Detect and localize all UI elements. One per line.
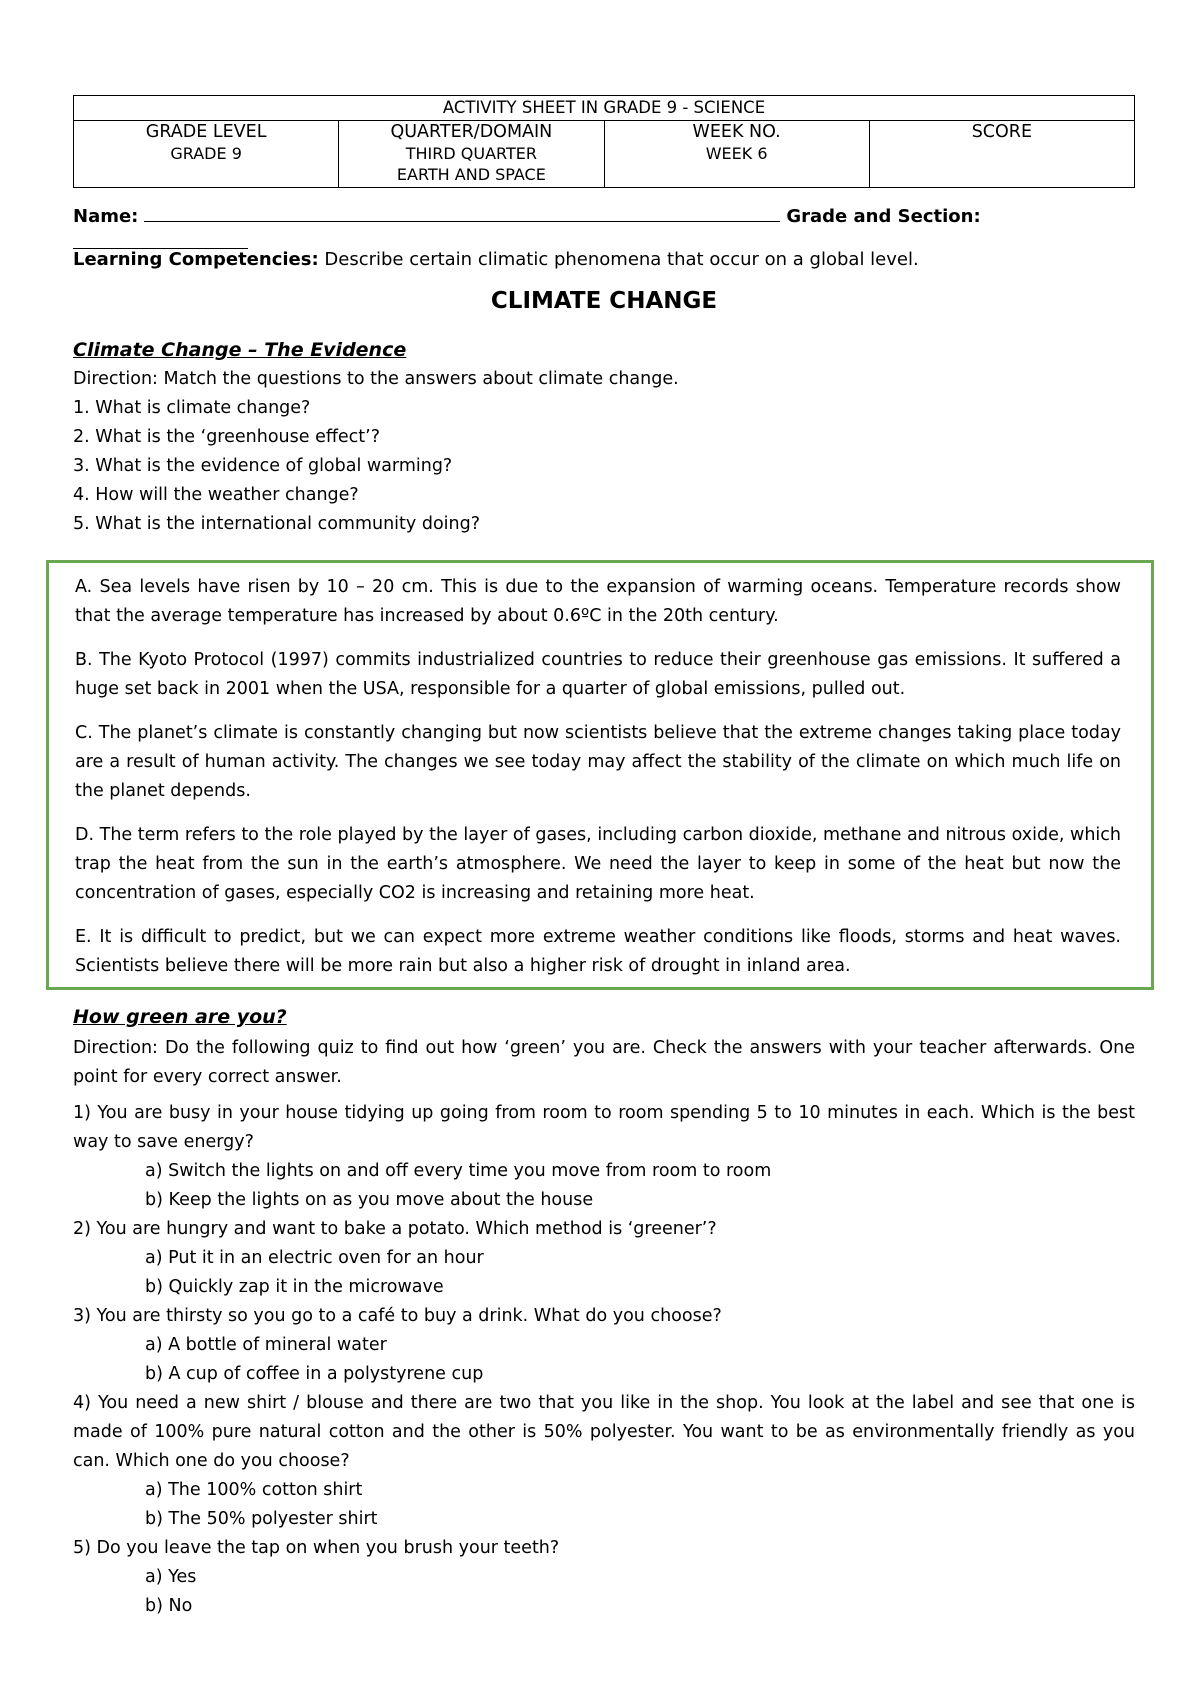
grade-level-value: GRADE 9	[170, 144, 242, 163]
competencies-label: Learning Competencies:	[73, 249, 319, 270]
answer-item: E. It is difficult to predict, but we can expect more extreme weather conditions like floods, storms and heat waves. Scientists believe there will be more rain but also a higher risk of drought in inland area.	[75, 927, 1121, 976]
evidence-section-title: Climate Change – The Evidence	[73, 339, 407, 361]
name-row	[73, 205, 1135, 227]
quiz-option[interactable]: a) Yes	[145, 1567, 197, 1587]
quiz-question: 3) You are thirsty so you go to a café to buy a drink. What do you choose?	[73, 1306, 722, 1326]
quiz-option[interactable]: a) Put it in an electric oven for an hour	[145, 1248, 484, 1268]
quiz-question: 4) You need a new shirt / blouse and there are two that you like in the shop. You look at the label and see that one is made of 100% pure natural cotton and the other is 50% polyester. You want to be as environmentally friendly as you can. Which one do you choose?	[73, 1393, 1135, 1471]
quiz-direction: Direction: Do the following quiz to find out how ‘green’ you are. Check the answers with your teacher afterwards. One point for every correct answer.	[73, 1038, 1135, 1087]
evidence-questions	[73, 365, 679, 539]
quiz-option[interactable]: b) No	[145, 1596, 193, 1616]
question-item: 3. What is the evidence of global warming?	[73, 456, 453, 476]
competencies-text: Describe certain climatic phenomena that occur on a global level.	[318, 249, 919, 270]
answer-item: B. The Kyoto Protocol (1997) commits industrialized countries to reduce their greenhouse gas emissions. It suffered a huge set back in 2001 when the USA, responsible for a quarter of global emissions, pulled out.	[75, 650, 1121, 699]
answers-box	[46, 560, 1154, 990]
page-title: CLIMATE CHANGE	[490, 288, 718, 314]
quiz-option[interactable]: a) Switch the lights on and off every time you move from room to room	[145, 1161, 772, 1181]
quiz-option[interactable]: b) A cup of coffee in a polystyrene cup	[145, 1364, 484, 1384]
grade-section-label: Grade and Section:	[786, 206, 981, 227]
quiz-question: 1) You are busy in your house tidying up going from room to room spending 5 to 10 minutes in each. Which is the best way to save energy?	[73, 1103, 1135, 1152]
domain-value: EARTH AND SPACE	[396, 165, 546, 184]
question-item: 1. What is climate change?	[73, 398, 311, 418]
quiz-question: 2) You are hungry and want to bake a potato. Which method is ‘greener’?	[73, 1219, 717, 1239]
answer-item: D. The term refers to the role played by the layer of gases, including carbon dioxide, methane and nitrous oxide, which trap the heat from the sun in the earth’s atmosphere. We need the layer to keep in some of the heat but now the concentration of gases, especially CO2 is increasing and retaining more heat.	[75, 825, 1121, 903]
quiz-option[interactable]: a) The 100% cotton shirt	[145, 1480, 363, 1500]
evidence-direction: Direction: Match the questions to the answers about climate change.	[73, 369, 679, 389]
quiz-section-title: How green are you?	[73, 1006, 287, 1028]
name-field[interactable]	[144, 205, 780, 222]
quarter-value: THIRD QUARTER	[405, 144, 537, 163]
learning-competencies	[73, 249, 919, 270]
question-item: 2. What is the ‘greenhouse effect’?	[73, 427, 380, 447]
quiz-option[interactable]: b) The 50% polyester shirt	[145, 1509, 378, 1529]
quiz-question: 5) Do you leave the tap on when you brush your teeth?	[73, 1538, 560, 1558]
score-label: SCORE	[971, 122, 1033, 142]
quiz	[73, 1034, 1135, 1621]
answer-item: C. The planet’s climate is constantly changing but now scientists believe that the extreme changes taking place today are a result of human activity. The changes we see today may affect the stability of the climate on which much life on the planet depends.	[75, 723, 1121, 801]
answer-item: A. Sea levels have risen by 10 – 20 cm. This is due to the expansion of warming oceans. Temperature records show that the average temperature has increased by about 0.6ºC in the 20th century.	[75, 577, 1121, 626]
question-item: 4. How will the weather change?	[73, 485, 359, 505]
quiz-option[interactable]: a) A bottle of mineral water	[145, 1335, 387, 1355]
quiz-option[interactable]: b) Keep the lights on as you move about the house	[145, 1190, 594, 1210]
quarter-domain-label: QUARTER/DOMAIN	[390, 122, 553, 142]
grade-level-label: GRADE LEVEL	[145, 122, 267, 142]
week-label: WEEK NO.	[692, 122, 781, 142]
quiz-option[interactable]: b) Quickly zap it in the microwave	[145, 1277, 444, 1297]
week-value: WEEK 6	[705, 144, 768, 163]
sheet-title: ACTIVITY SHEET IN GRADE 9 - SCIENCE	[74, 96, 1135, 121]
name-label: Name:	[73, 206, 139, 227]
question-item: 5. What is the international community doing?	[73, 514, 480, 534]
